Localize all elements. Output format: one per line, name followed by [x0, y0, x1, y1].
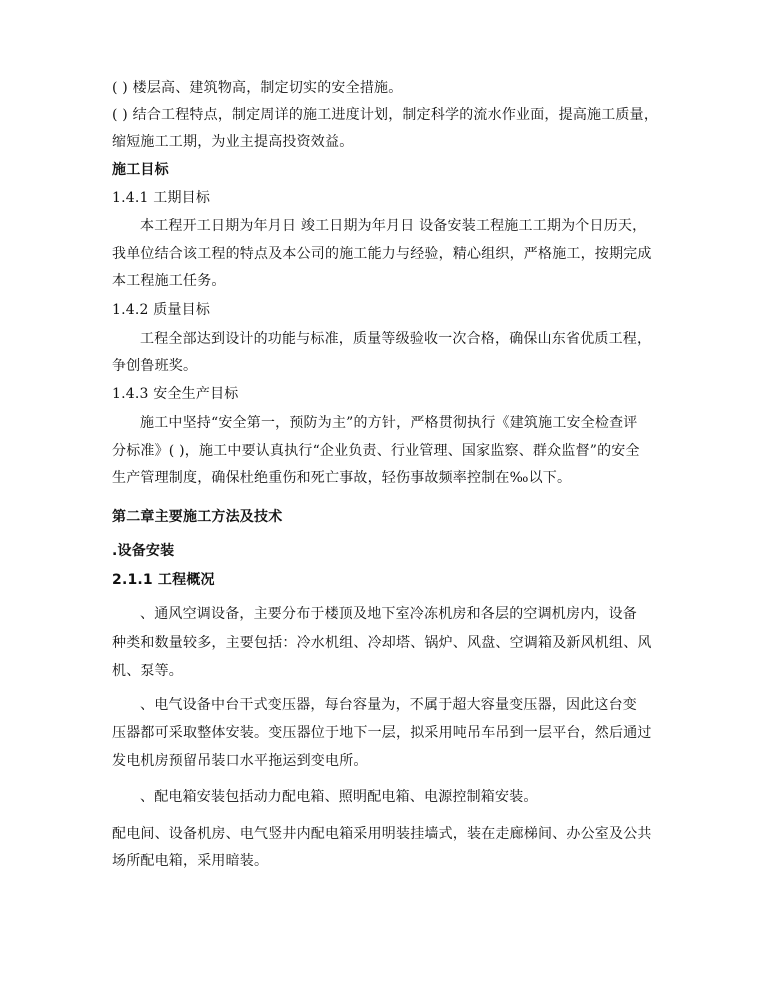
- text-line: 、电气设备中台干式变压器，每台容量为，不属于超大容量变压器，因此这台变: [140, 697, 637, 713]
- text-line: 配电间、设备机房、电气竖井内配电箱采用明装挂墙式，装在走廊梯间、办公室及公共: [112, 826, 652, 842]
- text-line: 生产管理制度，确保杜绝重伤和死亡事故，轻伤事故频率控制在‰以下。: [112, 470, 572, 486]
- section-heading: .设备安装: [112, 543, 175, 559]
- subsection-heading: 1.4.3 安全生产目标: [112, 386, 239, 402]
- text-line: 我单位结合该工程的特点及本公司的施工能力与经验，精心组织，严格施工，按期完成: [112, 246, 652, 262]
- text-line: 、通风空调设备，主要分布于楼顶及地下室冷冻机房和各层的空调机房内，设备: [140, 606, 637, 622]
- text-line: 场所配电箱，采用暗装。: [112, 853, 269, 869]
- text-line: 种类和数量较多，主要包括：冷水机组、冷却塔、锅炉、风盘、空调箱及新风机组、风: [112, 635, 652, 651]
- text-line: 本工程开工日期为年月日 竣工日期为年月日 设备安装工程施工工期为个日历天，: [140, 218, 647, 234]
- text-line: 机、泵等。: [112, 663, 183, 679]
- text-line: 发电机房预留吊装口水平拖运到变电所。: [112, 753, 368, 769]
- subsection-heading: 2.1.1 工程概况: [112, 572, 215, 588]
- text-line: 本工程施工任务。: [112, 273, 226, 289]
- text-line: ( ) 楼层高、建筑物高，制定切实的安全措施。: [112, 80, 403, 96]
- text-line: ( ) 结合工程特点，制定周详的施工进度计划，制定科学的流水作业面，提高施工质量，: [112, 107, 659, 123]
- subsection-heading: 1.4.1 工期目标: [112, 190, 211, 206]
- subsection-heading: 1.4.2 质量目标: [112, 302, 211, 318]
- text-line: 争创鲁班奖。: [112, 358, 198, 374]
- text-line: 、配电箱安装包括动力配电箱、照明配电箱、电源控制箱安装。: [140, 789, 538, 805]
- text-line: 缩短施工工期，为业主提高投资效益。: [112, 134, 354, 150]
- chapter-heading: 第二章主要施工方法及技术: [112, 509, 283, 525]
- section-heading: 施工目标: [112, 162, 169, 178]
- text-line: 分标准》( )，施工中要认真执行“企业负责、行业管理、国家监察、群众监督”的安全: [112, 443, 640, 459]
- text-line: 施工中坚持“安全第一，预防为主”的方针，严格贯彻执行《建筑施工安全检查评: [140, 415, 638, 431]
- text-line: 工程全部达到设计的功能与标准，质量等级验收一次合格，确保山东省优质工程，: [140, 331, 652, 347]
- text-line: 压器都可采取整体安装。变压器位于地下一层，拟采用吨吊车吊到一层平台，然后通过: [112, 725, 652, 741]
